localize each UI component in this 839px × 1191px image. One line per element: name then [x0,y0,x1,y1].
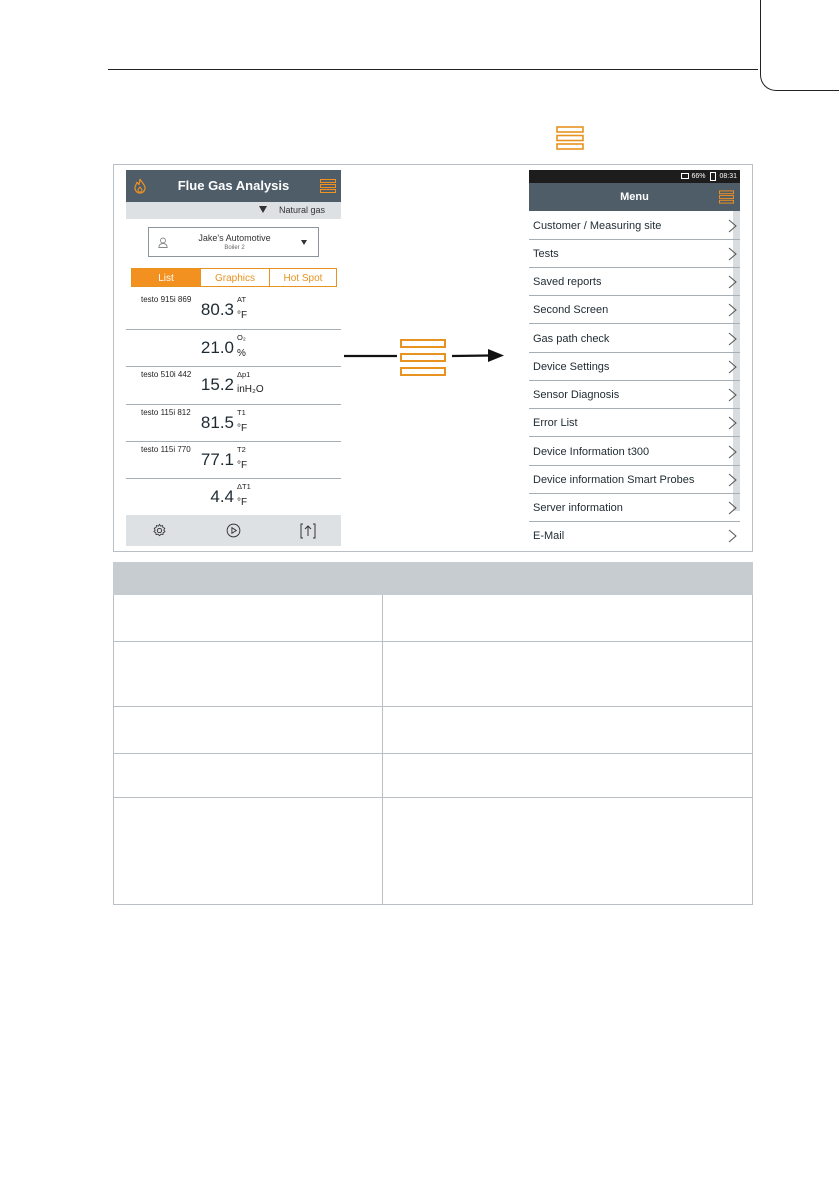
page-edge-tab [760,0,839,91]
measurement-row [126,405,341,442]
measurement-value: 4.4 [210,487,234,506]
site-name: Jake's Automotive [198,233,271,243]
menu-item-device-information-t300[interactable] [529,438,740,466]
parameter-label: T1 [237,408,246,417]
tab-list[interactable]: List [131,268,201,287]
device-label: testo 115i 770 [141,445,191,454]
menu-item-e-mail[interactable] [529,522,740,550]
measurement-row [126,367,341,405]
menu-icon[interactable] [719,190,734,204]
clock: 08:31 [719,173,737,180]
chevron-right-icon [728,529,738,543]
menu-item-label: Sensor Diagnosis [533,389,620,401]
signal-icon [681,173,689,179]
menu-item-second-screen[interactable] [529,296,740,324]
device-label: testo 115i 812 [141,408,191,417]
chevron-right-icon [728,445,738,459]
chevron-right-icon [728,416,738,430]
menu-item-label: Customer / Measuring site [533,220,662,232]
unit-label: °F [237,497,248,508]
chevron-right-icon [728,360,738,374]
unit-label: % [237,348,246,359]
screen-title: Flue Gas Analysis [177,178,290,193]
parameter-label: T2 [237,445,246,454]
unit-label: °F [237,310,248,321]
battery-level: 66% [691,173,706,180]
site-selector[interactable] [148,227,319,257]
menu-item-label: Error List [533,417,578,429]
menu-header [529,183,740,211]
menu-item-label: Device Settings [533,361,610,373]
menu-item-label: Gas path check [533,333,610,345]
battery-icon [710,172,716,181]
status-text [681,170,738,183]
parameter-label: Δp1 [237,370,251,379]
menu-item-label: Device information Smart Probes [533,474,695,486]
menu-item-device-settings[interactable] [529,353,740,381]
flue-gas-screen [126,170,341,546]
menu-item-sensor-diagnosis[interactable] [529,381,740,409]
menu-item-label: Device Information t300 [533,446,650,458]
unit-label: °F [237,460,248,471]
export-icon[interactable] [300,522,316,539]
measurement-value: 81.5 [200,413,234,432]
chevron-right-icon [728,388,738,402]
parameter-label: ΔT1 [237,482,251,491]
menu-item-tests[interactable] [529,240,740,268]
measurement-row [126,292,341,330]
transition-arrow [340,334,510,384]
menu-icon [556,126,584,150]
app-header [126,170,341,202]
chevron-right-icon [728,303,738,317]
chevron-right-icon [728,247,738,261]
header-rule [108,69,758,70]
menu-item-error-list[interactable] [529,409,740,437]
measurement-value: 15.2 [200,375,234,394]
menu-item-device-information-smart-probes[interactable] [529,466,740,494]
menu-item-gas-path-check[interactable] [529,325,740,353]
tab-hot-spot[interactable]: Hot Spot [269,268,337,287]
menu-item-label: Second Screen [533,304,609,316]
menu-item-label: Server information [533,502,623,514]
settings-icon[interactable] [152,523,167,538]
menu-item-saved-reports[interactable] [529,268,740,296]
table-row [113,595,753,642]
chevron-right-icon [728,219,738,233]
fuel-label: Natural gas [278,205,325,215]
measurement-row [126,479,341,515]
measurement-value: 80.3 [200,300,234,319]
site-sub: Boiler 2 [224,245,245,251]
unit-label: °F [237,423,248,434]
chevron-right-icon [728,275,738,289]
table-row [113,707,753,754]
measurement-row [126,442,341,479]
dropdown-arrow-icon [259,206,267,213]
chevron-right-icon [728,332,738,346]
menu-item-server-information[interactable] [529,494,740,522]
table-row [113,754,753,798]
measurement-value: 21.0 [200,338,234,357]
menu-item-customer-measuring-site[interactable] [529,212,740,240]
table-header [113,562,753,595]
measurement-row [126,330,341,367]
bottom-toolbar [126,515,341,546]
fuel-selector[interactable] [126,202,341,219]
tab-graphics[interactable]: Graphics [200,268,270,287]
chevron-right-icon [728,501,738,515]
device-label: testo 510i 442 [141,370,192,379]
menu-icon[interactable] [320,179,336,193]
menu-item-label: Tests [533,248,559,260]
play-icon[interactable] [226,523,241,538]
device-label: testo 915i 869 [141,295,192,304]
status-bar [529,170,740,183]
menu-screen [529,170,740,550]
parameter-label: O₂ [237,333,246,342]
dropdown-arrow-icon [301,240,307,245]
measurement-value: 77.1 [200,450,234,469]
menu-title: Menu [620,191,649,203]
table-row [113,642,753,707]
unit-label: inH₂O [237,384,264,395]
menu-item-label: Saved reports [533,276,602,288]
chevron-right-icon [728,473,738,487]
menu-item-label: E-Mail [533,530,565,542]
parameter-label: AT [237,295,247,304]
